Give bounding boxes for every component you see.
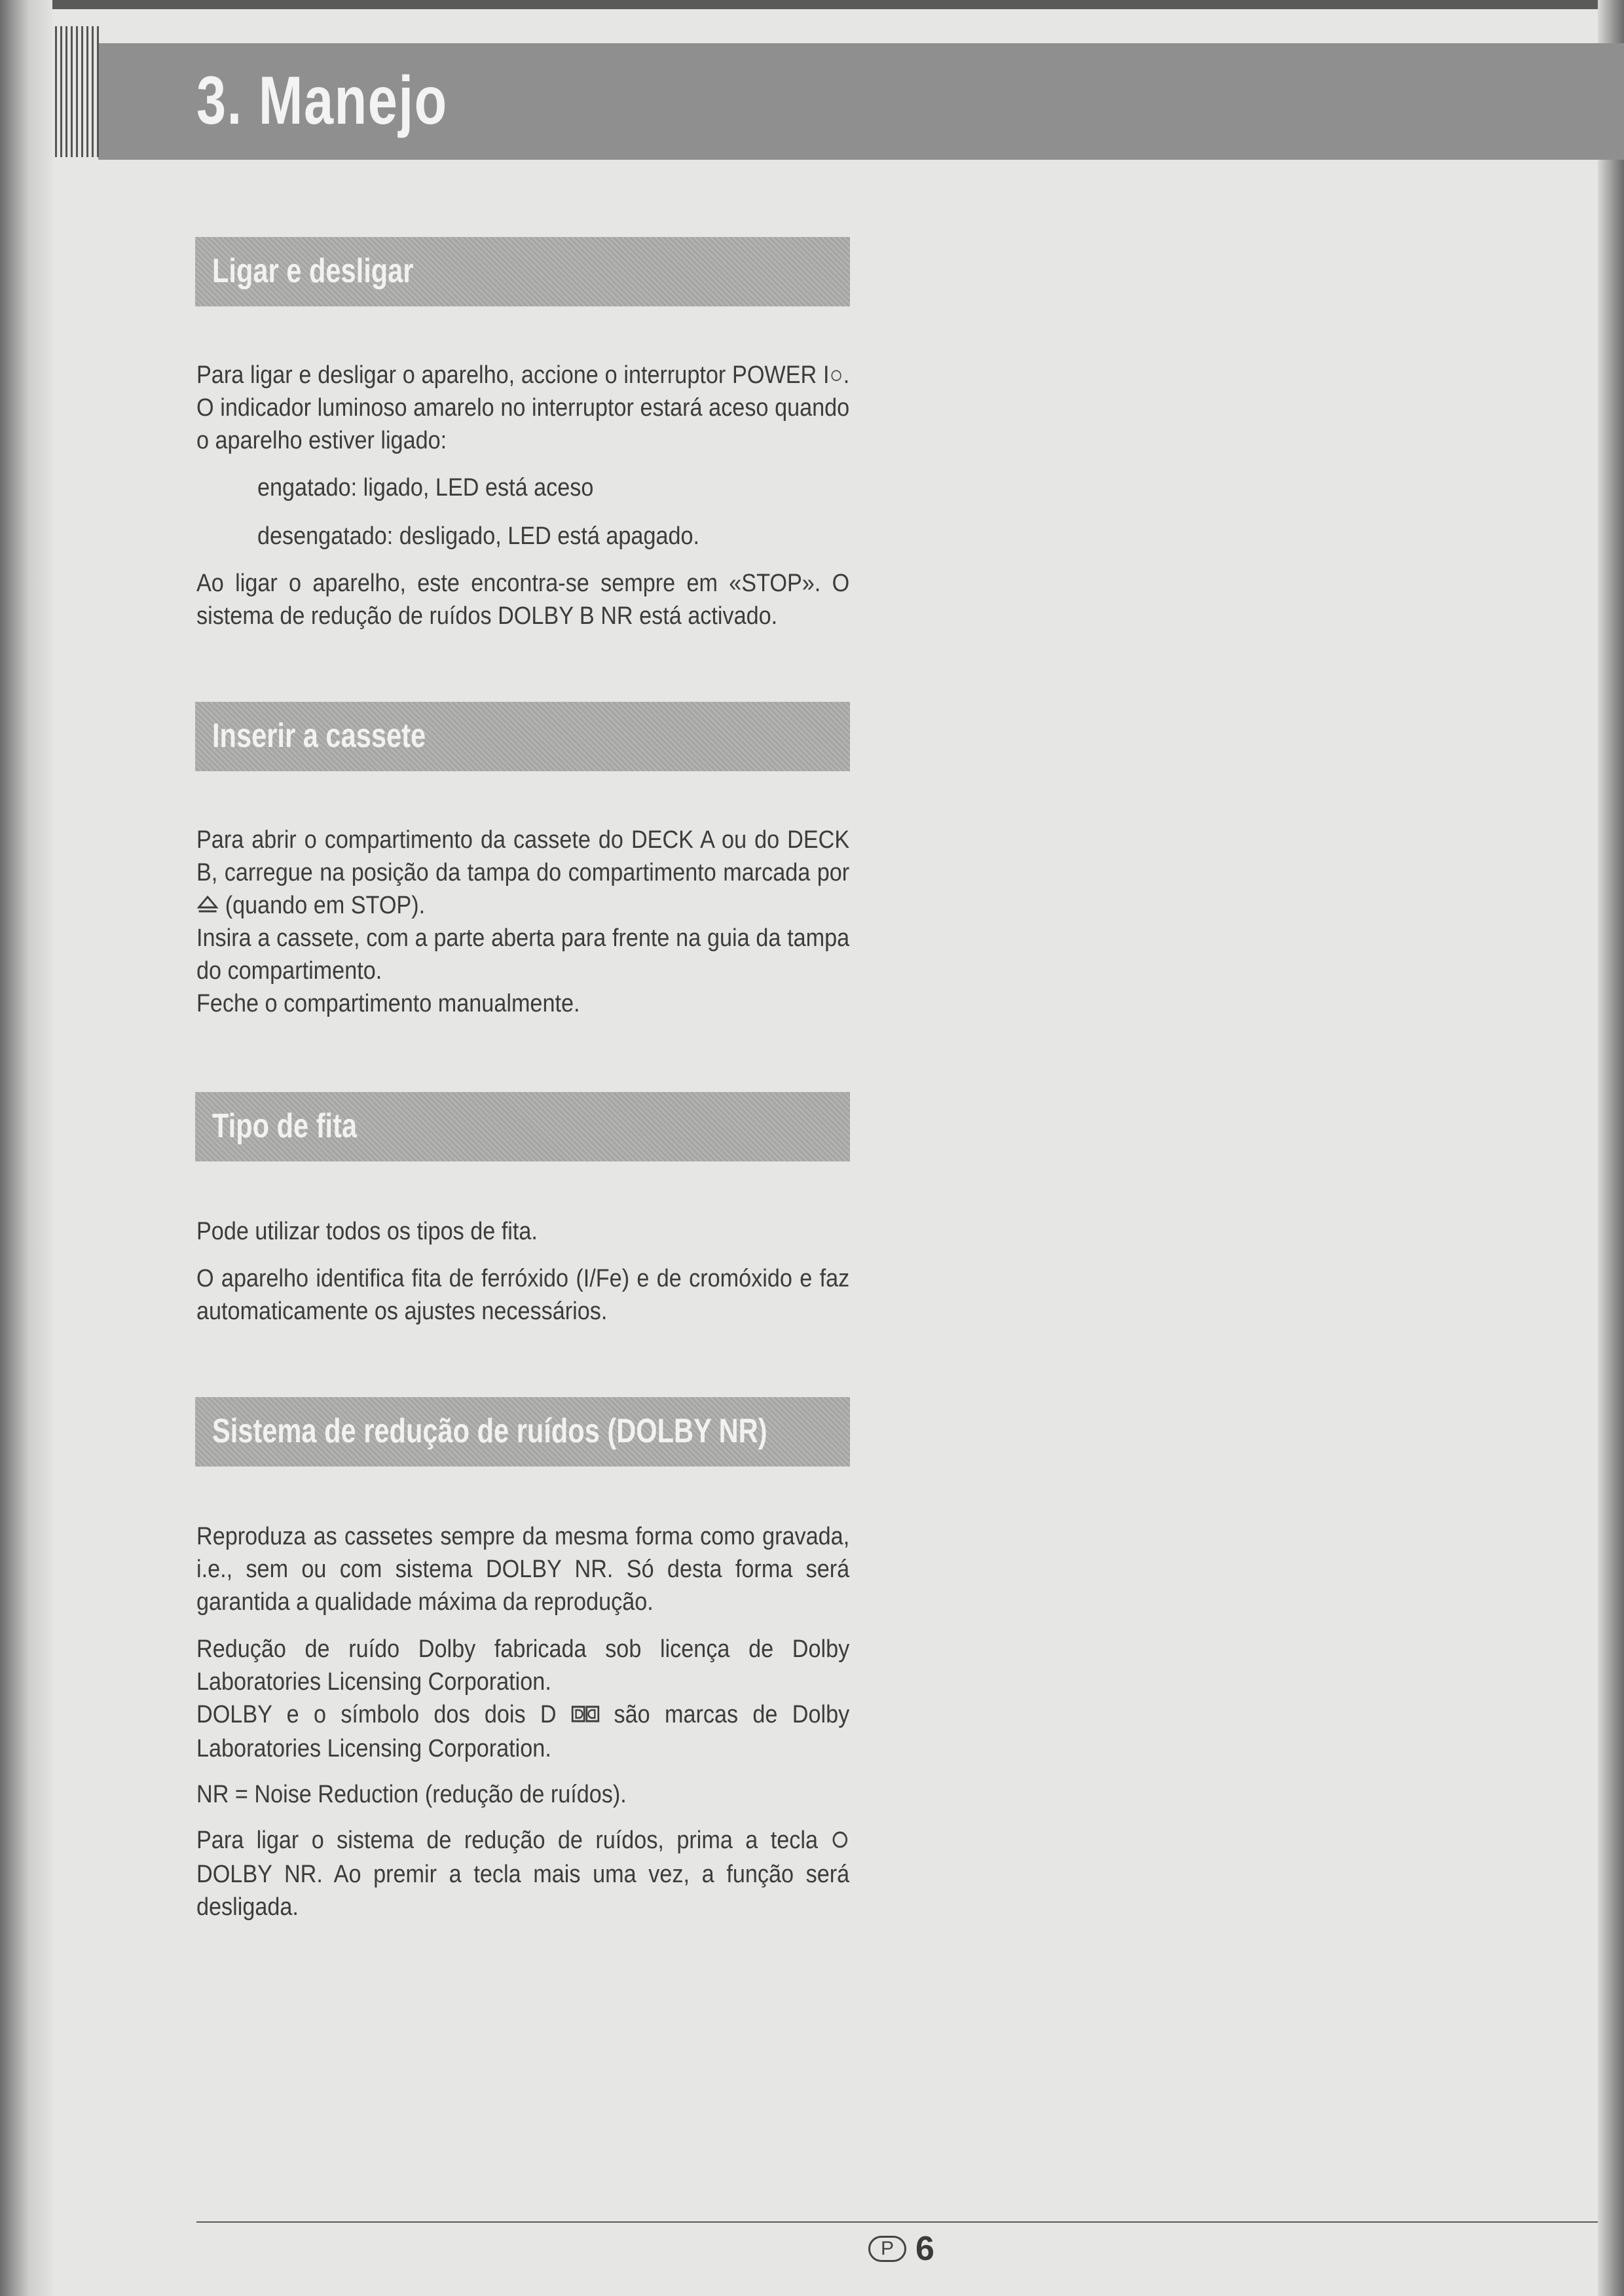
binding-marks bbox=[55, 26, 101, 157]
paragraph-text: Para abrir o compartimento da cassete do DECK A ou do DECK B, carregue na posição da tampa do compartimento marcada por bbox=[196, 826, 850, 886]
paragraph: Feche o compartimento manualmente. bbox=[196, 990, 580, 1017]
dolby-double-d-icon bbox=[571, 1700, 599, 1732]
list-item: desengatado: desligado, LED está apagado. bbox=[257, 522, 700, 550]
section-heading-text: Inserir a cassete bbox=[212, 717, 426, 755]
circle-button-icon bbox=[830, 1825, 849, 1858]
paragraph: Reproduza as cassetes sempre da mesma forma como gravada, i.e., sem ou com sistema DOLBY NR. Só desta forma será garantida a qualidade máxima da reprodução. bbox=[196, 1523, 850, 1616]
paragraph-text: DOLBY e o símbolo dos dois D bbox=[196, 1701, 557, 1728]
paragraph-text: são marcas de Dolby Laboratories Licensing Corporation. bbox=[196, 1701, 850, 1762]
paragraph bbox=[196, 1698, 849, 1765]
chapter-title: 3. Manejo bbox=[196, 63, 448, 139]
section-heading-text: Tipo de fita bbox=[212, 1107, 358, 1145]
page-number: 6 bbox=[915, 2230, 934, 2268]
paragraph: NR = Noise Reduction (redução de ruídos). bbox=[196, 1781, 627, 1808]
paragraph: Redução de ruído Dolby fabricada sob licença de Dolby Laboratories Licensing Corporation. bbox=[196, 1635, 850, 1696]
page-number-block bbox=[868, 2229, 934, 2269]
page-top-edge bbox=[0, 0, 1624, 9]
footer-rule bbox=[196, 2221, 1598, 2223]
paragraph-text: Para ligar o sistema de redução de ruídos, prima a tecla bbox=[196, 1827, 818, 1854]
page-left-edge bbox=[0, 0, 52, 2296]
section-heading-inserir bbox=[195, 702, 850, 771]
section-heading-dolby bbox=[195, 1397, 850, 1467]
section-heading-text: Ligar e desligar bbox=[212, 252, 414, 290]
paragraph: O aparelho identifica fita de ferróxido (I/Fe) e de cromóxido e faz automaticamente os ajustes necessários. bbox=[196, 1265, 850, 1325]
paragraph: Para ligar e desligar o aparelho, accione o interruptor POWER I○. O indicador luminoso amarelo no interruptor estará aceso quando o aparelho estiver ligado: bbox=[196, 361, 850, 454]
paragraph: Ao ligar o aparelho, este encontra-se sempre em «STOP». O sistema de redução de ruídos DOLBY B NR está activado. bbox=[196, 570, 850, 630]
paragraph-text: DOLBY NR. Ao premir a tecla mais uma vez, a função será desligada. bbox=[196, 1860, 850, 1921]
section-heading-tipo bbox=[195, 1092, 850, 1161]
list-item: engatado: ligado, LED está aceso bbox=[257, 474, 594, 501]
section-heading-text: Sistema de redução de ruídos (DOLBY NR) bbox=[212, 1412, 767, 1450]
eject-icon bbox=[196, 890, 219, 923]
language-badge: P bbox=[868, 2236, 906, 2262]
page-right-edge bbox=[1598, 0, 1624, 2296]
paragraph bbox=[196, 824, 849, 923]
section-heading-ligar bbox=[195, 237, 850, 306]
paragraph-text: (quando em STOP). bbox=[225, 892, 426, 919]
paragraph: Pode utilizar todos os tipos de fita. bbox=[196, 1218, 538, 1245]
paragraph bbox=[196, 1824, 849, 1923]
paragraph: Insira a cassete, com a parte aberta para frente na guia da tampa do compartimento. bbox=[196, 924, 850, 985]
